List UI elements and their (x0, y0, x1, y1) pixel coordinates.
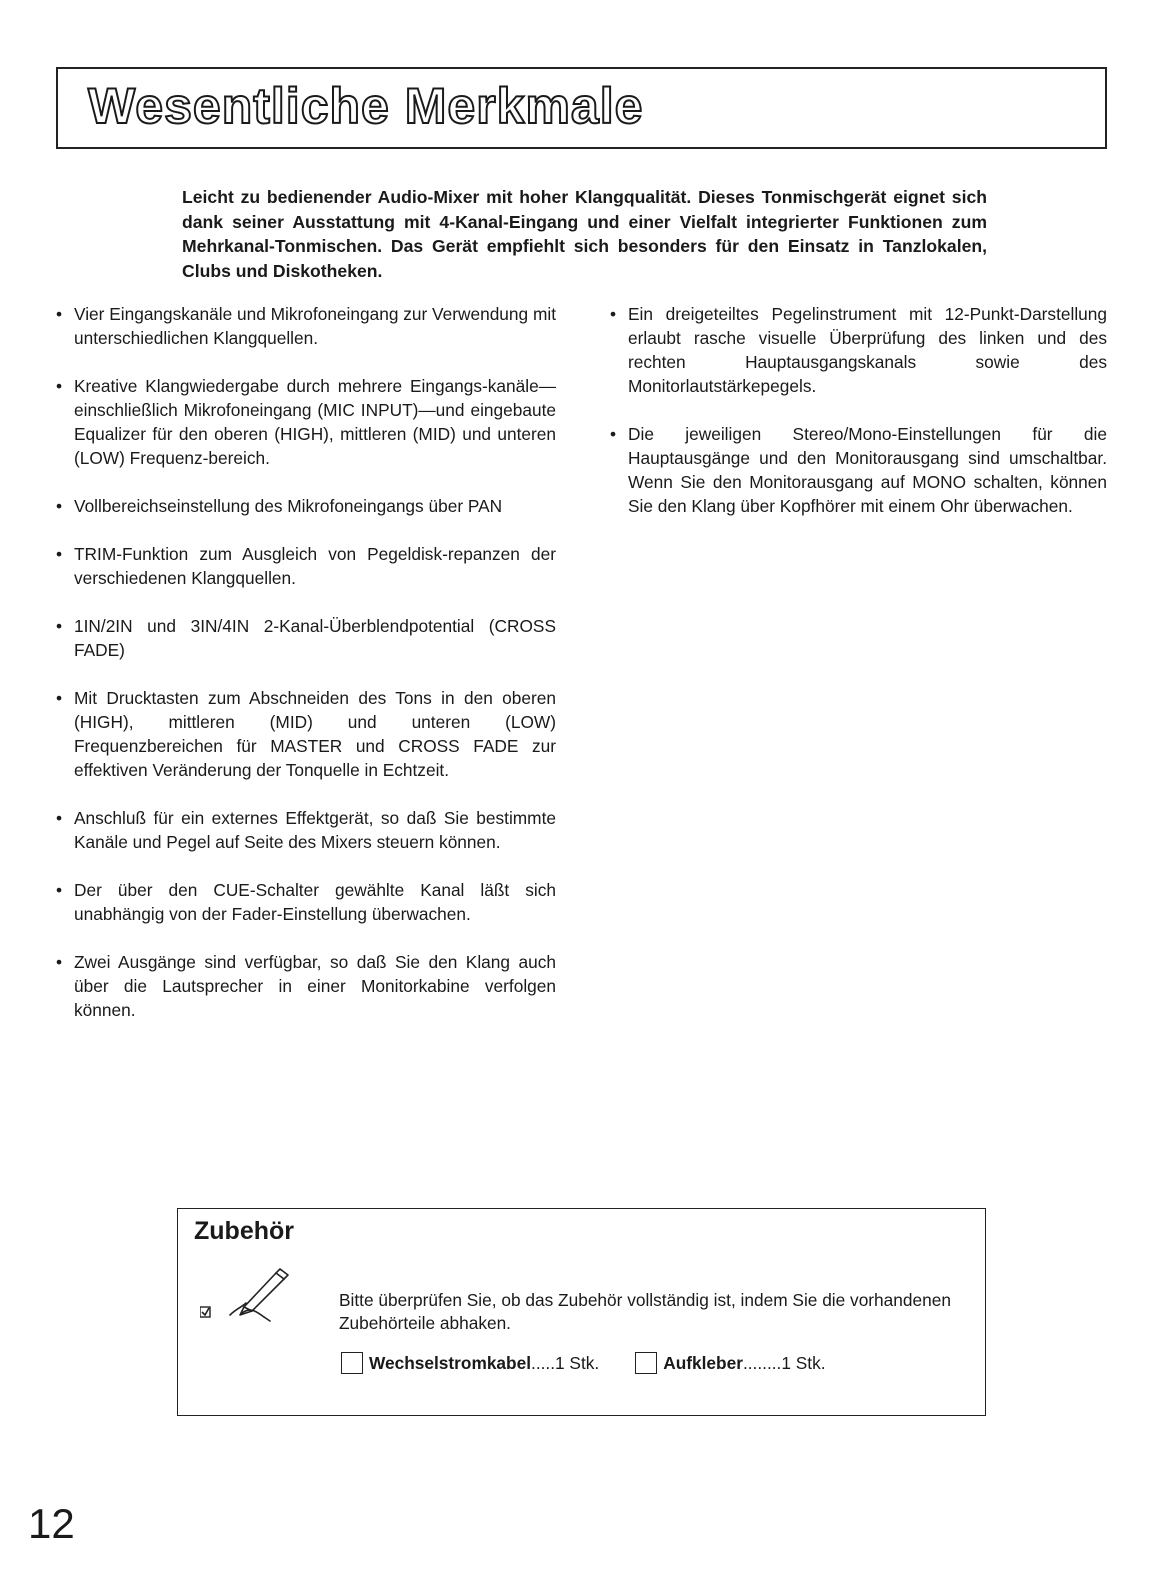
feature-item: • Vollbereichseinstellung des Mikrofoneingangs über PAN (56, 496, 503, 516)
feature-item: • Vier Eingangskanäle und Mikrofoneingang zur Verwendung mit unterschiedlichen Klangquellen. (56, 304, 556, 348)
bullet-icon: • (56, 544, 63, 564)
feature-item: • Der über den CUE-Schalter gewählte Kanal läßt sich unabhängig von der Fader-Einstellung überwachen. (56, 880, 556, 924)
features-left-column (56, 302, 556, 1046)
title-box (56, 67, 1107, 149)
feature-item: • Zwei Ausgänge sind verfügbar, so daß Sie den Klang auch über die Lautsprecher in einer Monitorkabine verfolgen können. (56, 952, 556, 1020)
features-right-column (610, 302, 1107, 542)
feature-item: • Kreative Klangwiedergabe durch mehrere Eingangs-kanäle—einschließlich Mikrofoneingang (MIC INPUT)—und eingebaute Equalizer für den oberen (HIGH), mittleren (MID) und unteren (LOW) Frequenz-bereich. (56, 376, 556, 468)
pen-checkmark-icon (200, 1267, 290, 1328)
feature-item: • 1IN/2IN und 3IN/4IN 2-Kanal-Überblendpotential (CROSS FADE) (56, 616, 556, 660)
accessories-title: Zubehör (194, 1217, 294, 1245)
accessory-qty: ........1 Stk. (742, 1352, 826, 1373)
accessories-box (177, 1208, 986, 1416)
bullet-icon: • (56, 688, 63, 708)
checkbox-icon[interactable] (341, 1352, 363, 1374)
accessory-qty: .....1 Stk. (531, 1352, 600, 1373)
bullet-icon: • (56, 616, 63, 636)
accessory-name: Wechselstromkabel (369, 1352, 532, 1373)
checkbox-icon[interactable] (635, 1352, 657, 1374)
accessories-list (341, 1352, 862, 1374)
bullet-icon: • (56, 952, 63, 972)
bullet-icon: • (56, 304, 63, 324)
bullet-icon: • (610, 424, 617, 444)
bullet-icon: • (56, 880, 63, 900)
page-number: 12 (28, 1500, 75, 1547)
bullet-icon: • (56, 376, 63, 396)
accessories-instruction: Bitte überprüfen Sie, ob das Zubehör vollständig ist, indem Sie die vorhandenen Zubehörteile abhaken. (339, 1290, 951, 1333)
bullet-icon: • (610, 304, 617, 324)
feature-item: • Ein dreigeteiltes Pegelinstrument mit 12-Punkt-Darstellung erlaubt rasche visuelle Überprüfung des linken und des rechten Hauptausgangskanals sowie des Monitorlautstärkepegels. (610, 304, 1107, 396)
bullet-icon: • (56, 808, 63, 828)
accessory-item (635, 1352, 825, 1374)
feature-item: • Anschluß für ein externes Effektgerät, so daß Sie bestimmte Kanäle und Pegel auf Seite des Mixers steuern können. (56, 808, 556, 852)
intro-paragraph: Leicht zu bedienender Audio-Mixer mit hoher Klangqualität. Dieses Tonmischgerät eignet sich dank seiner Ausstattung mit 4-Kanal-Eingang und einer Vielfalt integrierter Funktionen zum Mehrkanal-Tonmischen. Das Gerät empfiehlt sich besonders für den Einsatz in Tanzlokalen, Clubs und Diskotheken. (182, 187, 987, 281)
page-title: Wesentliche Merkmale (88, 78, 644, 134)
bullet-icon: • (56, 496, 63, 516)
feature-item: • TRIM-Funktion zum Ausgleich von Pegeldisk-repanzen der verschiedenen Klangquellen. (56, 544, 556, 588)
feature-item: • Mit Drucktasten zum Abschneiden des Tons in den oberen (HIGH), mittleren (MID) und unteren (LOW) Frequenzbereichen für MASTER und CROSS FADE zur effektiven Veränderung der Tonquelle in Echtzeit. (56, 688, 556, 780)
accessory-item (341, 1352, 599, 1374)
feature-item: • Die jeweiligen Stereo/Mono-Einstellungen für die Hauptausgänge und den Monitorausgang sind umschaltbar. Wenn Sie den Monitorausgang auf MONO schalten, können Sie den Klang über Kopfhörer mit einem Ohr überwachen. (610, 424, 1107, 516)
accessory-name: Aufkleber (663, 1352, 743, 1373)
